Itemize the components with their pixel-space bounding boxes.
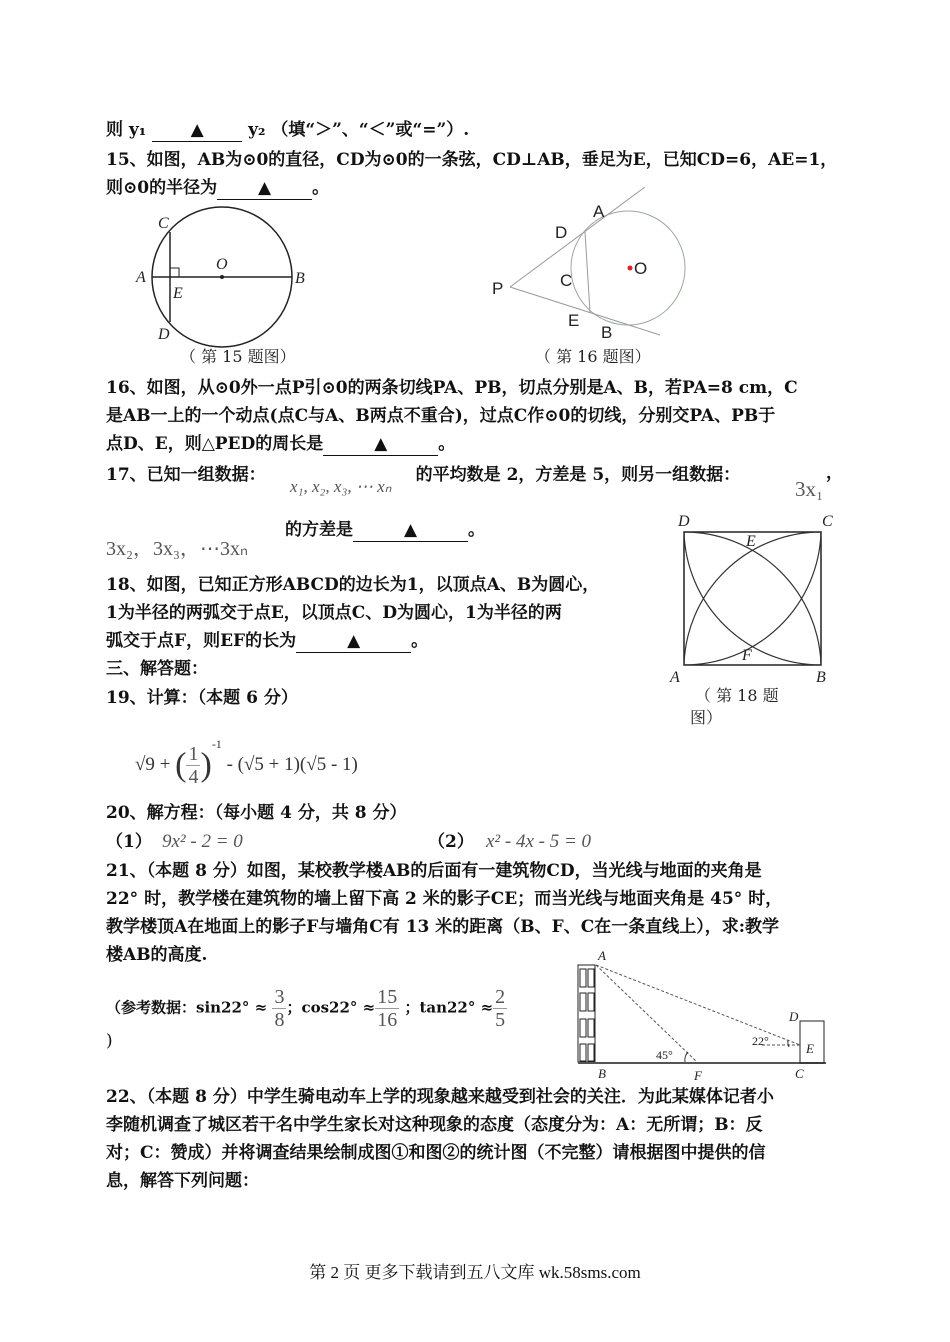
- angle-22-label: 22°: [752, 1034, 769, 1048]
- expr-3x1: 3x₁: [795, 477, 824, 501]
- q21-line2: 22° 时，教学楼在建筑物的墙上留下高 2 米的影子CE；而当光线与地面夹角是 45° 时，: [106, 889, 783, 909]
- q20-part1-equation: 9x² - 2 = 0: [162, 831, 243, 852]
- label-C: C: [822, 513, 833, 530]
- expr-3x-series: 3x₂，3x₃，⋯3xₙ: [106, 538, 248, 560]
- denominator: 4: [188, 766, 199, 789]
- q22-line2: 李随机调查了城区若干名中学生家长对这种现象的态度（态度分为：A：无所谓；B：反: [106, 1115, 763, 1135]
- label-A: A: [136, 269, 146, 286]
- label-B: B: [295, 270, 305, 287]
- q20-part2-equation: x² - 4x - 5 = 0: [486, 831, 592, 852]
- label-D: D: [555, 223, 568, 242]
- denominator: 16: [377, 1009, 398, 1031]
- label-A: A: [593, 202, 605, 221]
- label-O: O: [216, 256, 228, 273]
- q15-line1: 15、如图，AB为⊙0的直径，CD为⊙0的一条弦，CD⊥AB，垂足为E，已知CD=6，AE=1，: [106, 150, 838, 170]
- q18-line3: [106, 630, 428, 653]
- text: 的方差是: [285, 520, 353, 540]
- data-expression: x₁, x₂, x₃, ⋯ xₙ: [290, 477, 392, 496]
- q22-line4: 息，解答下列问题：: [106, 1171, 259, 1191]
- label-O: O: [634, 259, 648, 278]
- figure-18-caption-2: 图）: [690, 708, 723, 727]
- q18-line2: 1为半径的两弧交于点E，以顶点C、D为圆心，1为半径的两: [106, 603, 562, 623]
- text: 。: [438, 434, 456, 454]
- label-F: F: [694, 1068, 702, 1083]
- exponent: -1: [211, 737, 222, 751]
- answer-blank: ▲: [217, 177, 312, 200]
- q19-formula: [135, 737, 358, 788]
- text: （参考数据：sin22° ≈: [106, 998, 268, 1017]
- label-E: E: [173, 285, 183, 302]
- numerator: 2: [495, 986, 506, 1008]
- q15-line2: [106, 177, 329, 200]
- q16-line1: 16、如图，从⊙0外一点P引⊙0的两条切线PA、PB，切点分别是A、B，若PA=8 cm，C: [106, 378, 798, 398]
- fraction-cos: [375, 986, 399, 1031]
- paren-left: (: [175, 746, 187, 784]
- text: ；cos22° ≈: [286, 998, 376, 1017]
- label-C: C: [795, 1066, 804, 1081]
- figure-16-caption-2: 图）: [618, 347, 651, 366]
- reference-close: ): [106, 1031, 113, 1051]
- figure-16-caption: （ 第 16 题: [535, 347, 619, 366]
- q21-line3: 教学楼顶A在地面上的影子F与墙角C有 13 米的距离（B、F、C在一条直线上），求:教学: [106, 917, 780, 937]
- answer-blank: ▲: [296, 630, 411, 653]
- denominator: 5: [495, 1009, 506, 1031]
- angle-45-label: 45°: [656, 1048, 673, 1062]
- figure-18-caption: （ 第 18 题: [695, 686, 779, 705]
- text: 。: [468, 520, 485, 540]
- label-E: E: [806, 1041, 814, 1056]
- label-B: B: [598, 1066, 606, 1081]
- denominator: 8: [274, 1009, 285, 1031]
- section-3-heading: 三、解答题：: [106, 659, 208, 679]
- q20-part1-label: （1）: [106, 832, 152, 852]
- q21-line1: 21、（本题 8 分）如图，某校教学楼AB的后面有一建筑物CD，当光线与地面的夹角是: [106, 861, 762, 881]
- fraction-tan: [493, 986, 507, 1031]
- label-E: E: [746, 533, 756, 550]
- label-B: B: [816, 669, 826, 686]
- label-E: E: [568, 311, 580, 330]
- q16-line3: [106, 433, 455, 456]
- page-footer: 第 2 页 更多下载请到五八文库 wk.58sms.com: [309, 1263, 641, 1282]
- q14-tail: [106, 119, 469, 142]
- figure-15-caption-row: [180, 347, 296, 367]
- q17-line1: [106, 464, 740, 486]
- q20-title: 20、解方程：（每小题 4 分，共 8 分）: [106, 803, 407, 823]
- paren-right: ): [200, 746, 212, 784]
- label-P: P: [492, 279, 504, 298]
- label-F: F: [742, 647, 752, 664]
- q21-line4: 楼AB的高度.: [106, 945, 208, 965]
- figure-15-caption: （ 第 15 题: [180, 347, 264, 366]
- q16-line2: 是AB一上的一个动点(点C与A、B两点不重合)，过点C作⊙0的切线，分别交PA、PB于: [106, 406, 776, 426]
- answer-blank: ▲: [323, 433, 438, 456]
- q19-title: 19、计算：（本题 6 分）: [106, 688, 298, 708]
- plus: +: [154, 754, 176, 775]
- answer-blank: ▲: [152, 119, 242, 142]
- text: 弧交于点F，则EF的长为: [106, 631, 297, 651]
- q22-line3: 对；C：赞成）并将调查结果绘制成图①和图②的统计图（不完整）请根据图中提供的信: [106, 1143, 766, 1163]
- q17-line2: [285, 519, 485, 542]
- text: 。: [411, 631, 429, 651]
- label-C: C: [560, 271, 573, 290]
- q22-line1: 22、（本题 8 分）中学生骑电动车上学的现象越来越受到社会的关注．为此某媒体记者小: [106, 1087, 774, 1107]
- text: 17、已知一组数据：: [106, 465, 266, 485]
- label-D: D: [789, 1009, 799, 1024]
- formula-rest: - (√5 + 1)(√5 - 1): [221, 754, 358, 775]
- text: ；tan22° ≈: [404, 998, 494, 1017]
- text: 则 y₁: [106, 120, 153, 140]
- label-D: D: [158, 326, 170, 343]
- text: 点D、E，则△PED的周长是: [106, 434, 324, 454]
- label-A: A: [598, 948, 606, 963]
- label-A: A: [670, 669, 680, 686]
- fraction-1-4: [186, 743, 200, 788]
- label-D: D: [678, 513, 690, 530]
- answer-blank: ▲: [353, 519, 468, 542]
- numerator: 3: [274, 986, 285, 1008]
- q20-part2-label: （2）: [428, 832, 474, 852]
- numerator: 15: [377, 986, 398, 1008]
- figure-21-buildings: [0, 0, 1, 1]
- figure-15-caption-2: 图）: [263, 347, 296, 366]
- figure-16-caption-row: [535, 347, 651, 367]
- numerator: 1: [188, 743, 199, 766]
- comma: ，: [826, 463, 843, 483]
- label-B: B: [601, 323, 613, 342]
- fraction-sin: [272, 986, 286, 1031]
- q21-reference-data: [106, 986, 507, 1031]
- label-C: C: [158, 215, 169, 232]
- text: y₂ （填“＞”、“＜”或“=”）.: [242, 120, 470, 140]
- text: 。: [312, 178, 330, 198]
- q18-line1: 18、如图，已知正方形ABCD的边长为1，以顶点A、B为圆心，: [106, 575, 600, 595]
- text: 的平均数是 2，方差是 5，则另一组数据：: [415, 465, 741, 485]
- text: 则⊙0的半径为: [106, 178, 218, 198]
- sqrt-9: √9: [135, 754, 155, 775]
